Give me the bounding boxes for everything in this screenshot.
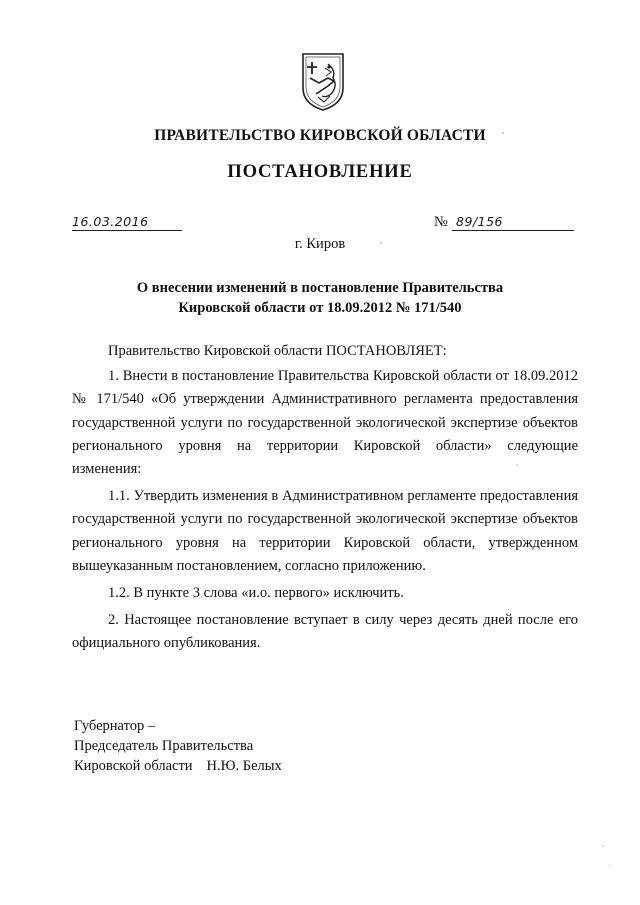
document-date: 16.03.2016 [72,214,149,229]
subject-line-1: О внесении изменений в постановление Правительства [136,280,504,296]
document-type: ПОСТАНОВЛЕНИЕ [227,162,413,182]
signature-title-1: Губернатор – [74,718,156,734]
paragraph-1: 1. Внести в постановление Правительства Кировской области от 18.09.2012 № 171/540 «Об утверждении Административного регламента предоставления государственной услуги по государственной экологической экспертизе объектов регионального уровня на территории Кировской области» следующие изменения: [72,368,578,478]
city: г. Киров [294,236,346,252]
subject-line-2: Кировской области от 18.09.2012 № 171/540 [178,300,462,316]
document-number: 89/156 [456,214,503,229]
signatory-name: Н.Ю. Белых [206,758,282,774]
paragraph-1-2: 1.2. В пункте 3 слова «и.о. первого» исключить. [108,585,404,602]
organization-title: ПРАВИТЕЛЬСТВО КИРОВСКОЙ ОБЛАСТИ [154,127,486,144]
signature-title-2: Председатель Правительства [74,738,254,754]
body-intro: Правительство Кировской области ПОСТАНОВЛЯЕТ: [108,343,447,359]
signature-title-3-text: Кировской области [74,758,193,774]
paragraph-2: 2. Настоящее постановление вступает в силу через десять дней после его официального опубликования. [72,612,578,652]
number-sign: № [434,214,448,230]
paragraph-1-1: 1.1. Утвердить изменения в Административном регламенте предоставления государственной услуги по государственной экологической экспертизе объектов регионального уровня на территории Кировской области, утвержденном вышеуказанным постановлением, согласно приложению. [72,488,578,574]
